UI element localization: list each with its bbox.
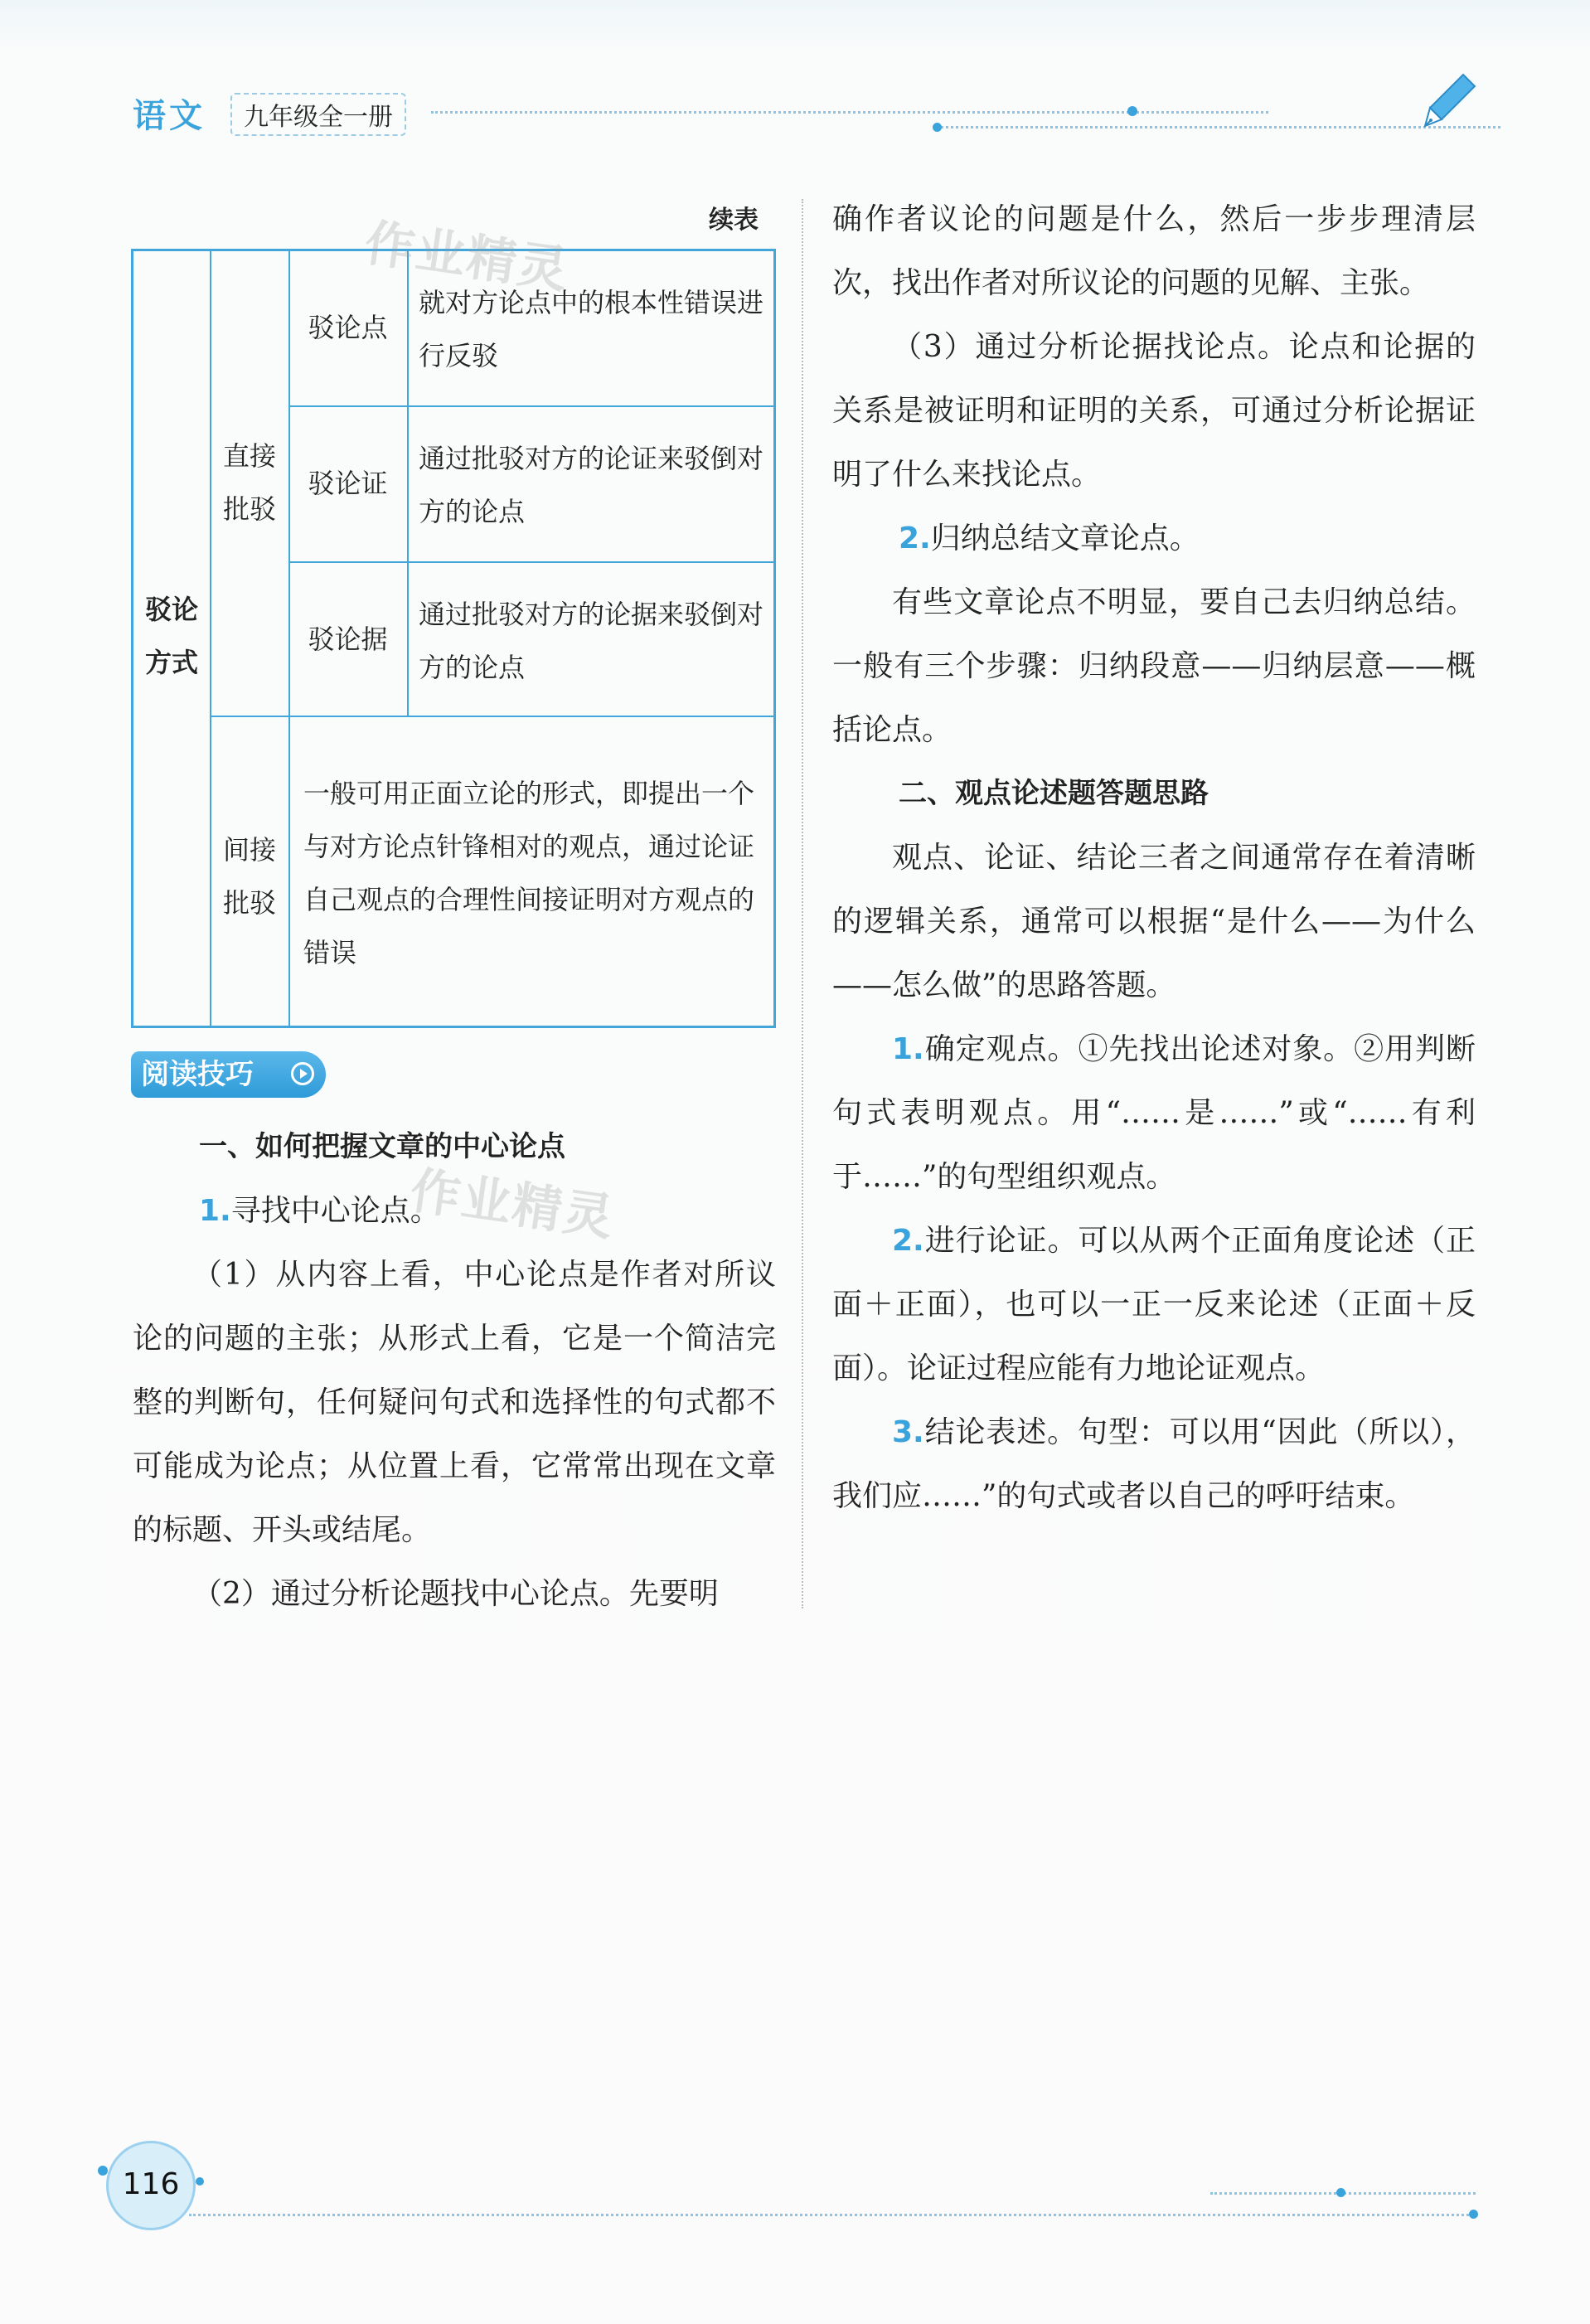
- table-row-type: 驳论证: [308, 468, 388, 499]
- watermark: 作业精灵: [361, 214, 573, 300]
- table-row-desc: 就对方论点中的根本性错误进行反驳: [419, 287, 764, 371]
- page-header: [133, 90, 1476, 139]
- paragraph: 有些文章论点不明显，要自己去归纳总结。一般有三个步骤：归纳段意——归纳层意——概括论点。: [832, 585, 1476, 747]
- step-number: 3.: [892, 1415, 924, 1449]
- continued-label: 续表: [709, 206, 759, 235]
- step-text: 结论表述。句型：可以用“因此（所以），我们应……”的句式或者以自己的呼吁结束。: [832, 1415, 1476, 1513]
- table-divider: [288, 561, 773, 563]
- heading-answer-approach: 二、观点论述题答题思路: [899, 777, 1209, 810]
- header-dot: [1127, 106, 1137, 116]
- table-row-type: 驳论据: [308, 623, 388, 655]
- footer-dotted-line: [189, 2214, 1474, 2216]
- table-row-type: 驳论点: [308, 312, 388, 343]
- heading-central-argument: 一、如何把握文章的中心论点: [199, 1130, 565, 1163]
- table-divider: [407, 251, 409, 716]
- step-number: 1.: [892, 1032, 924, 1066]
- paragraph: （3）通过分析论据找论点。论点和论据的关系是被证明和证明的关系，可通过分析论据证明了什么来找论点。: [832, 330, 1476, 492]
- paragraph: （2）通过分析论题找中心论点。先要明: [192, 1577, 719, 1611]
- watermark: 作业精灵: [406, 1162, 618, 1248]
- step-2: [832, 1209, 1476, 1400]
- grade-label: 九年级全一册: [230, 93, 406, 136]
- step-3: [832, 1400, 1476, 1528]
- paragraph: （1）从内容上看，中心论点是作者对所议论的问题的主张；从形式上看，它是一个简洁完整的判断句，任何疑问句式和选择性的句式都不可能成为论点；从位置上看，它常常出现在文章的标题、开头或结尾。: [133, 1258, 776, 1547]
- footer-dot: [1469, 2210, 1478, 2219]
- footer-dot: [196, 2177, 204, 2186]
- column-divider: [802, 199, 803, 1608]
- step-text: 确定观点。①先找出论述对象。②用判断句式表明观点。用“……是……”或“……有利于……”的句型组织观点。: [832, 1032, 1476, 1194]
- step-text: 进行论证。可以从两个正面角度论述（正面＋正面），也可以一正一反来论述（正面＋反面）。论证过程应能有力地论证观点。: [832, 1224, 1476, 1385]
- header-dot-lower: [933, 123, 942, 132]
- table-row-desc: 通过批驳对方的论据来驳倒对方的论点: [419, 599, 764, 683]
- item-text: 归纳总结文章论点。: [930, 522, 1200, 556]
- page-number: 116: [106, 2141, 196, 2230]
- play-icon: [291, 1062, 314, 1085]
- item-text: 寻找中心论点。: [230, 1194, 440, 1228]
- item-2: [899, 507, 1200, 570]
- step-1: [832, 1017, 1476, 1209]
- footer-dot: [98, 2166, 108, 2176]
- table-divider: [210, 251, 211, 1026]
- direct-refutation-label: 直接批驳: [222, 440, 276, 525]
- item-1: [199, 1179, 440, 1243]
- pen-icon: [1413, 70, 1480, 136]
- indirect-refutation-label: 间接批驳: [222, 834, 276, 919]
- table-category: 驳论方式: [144, 594, 198, 678]
- item-number: 1.: [199, 1194, 231, 1228]
- table-divider: [210, 716, 773, 717]
- indirect-refutation-desc: 一般可用正面立论的形式，即提出一个与对方论点针锋相对的观点，通过论证自己观点的合理性间接证明对方观点的错误: [303, 778, 755, 968]
- paragraph: 确作者议论的问题是什么，然后一步步理清层次，找出作者对所议论的问题的见解、主张。: [832, 202, 1476, 300]
- reading-skills-badge: [131, 1051, 326, 1098]
- header-dotted-line: [431, 111, 1268, 114]
- table-row-desc: 通过批驳对方的论证来驳倒对方的论点: [419, 443, 764, 527]
- step-number: 2.: [892, 1224, 924, 1258]
- item-number: 2.: [899, 522, 931, 556]
- badge-label: 阅读技巧: [141, 1058, 254, 1091]
- paragraph: 观点、论证、结论三者之间通常存在着清晰的逻辑关系，通常可以根据“是什么——为什么——怎么做”的思路答题。: [832, 841, 1476, 1002]
- table-divider: [288, 405, 773, 407]
- footer-dot: [1336, 2188, 1345, 2197]
- subject-title: 语文: [133, 97, 206, 135]
- refutation-table: [131, 249, 776, 1028]
